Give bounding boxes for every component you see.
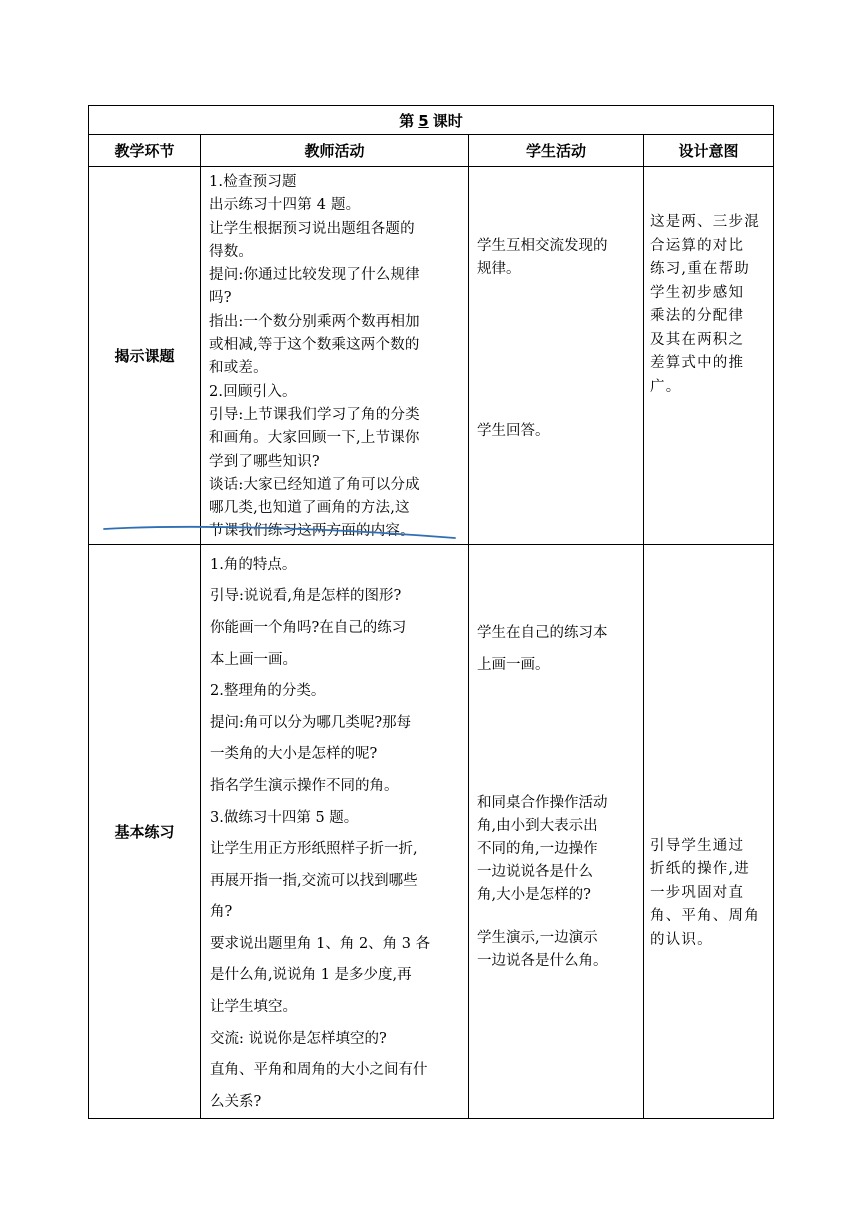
teacher-line: 引导:上节课我们学习了角的分类 <box>209 406 420 423</box>
design-line: 角、平角、周角 <box>650 908 760 925</box>
teacher-line: 提问:你通过比较发现了什么规律 <box>209 267 420 284</box>
header-stage: 教学环节 <box>89 135 201 167</box>
teacher-line: 让学生填空。 <box>210 999 297 1016</box>
design-line: 折纸的操作,进 <box>650 861 751 878</box>
teacher-line: 让学生用正方形纸照样子折一折, <box>210 841 418 858</box>
student-line: 规律。 <box>477 261 521 277</box>
design-intent-2 <box>644 544 774 1119</box>
student-note <box>477 235 639 281</box>
teacher-line: 再展开指一指,交流可以找到哪些 <box>210 872 418 889</box>
lesson-number: 5 <box>418 111 429 130</box>
lesson-title-prefix: 第 <box>399 111 415 130</box>
teacher-line: 直角、平角和周角的大小之间有什 <box>210 1062 428 1079</box>
student-note <box>477 617 639 681</box>
student-activity-2 <box>469 544 644 1119</box>
lesson-plan-table <box>88 105 774 1119</box>
lesson-title <box>89 106 774 135</box>
title-row <box>89 106 774 135</box>
design-line: 的认识。 <box>650 931 713 948</box>
teacher-line: 1.角的特点。 <box>210 556 297 573</box>
stage-reveal-topic: 揭示课题 <box>89 167 201 545</box>
teacher-line: 提问:角可以分为哪几类呢?那每 <box>210 714 412 731</box>
student-line: 角,由小到大表示出 <box>477 817 598 834</box>
stage-basic-practice: 基本练习 <box>89 544 201 1119</box>
student-line: 一边说各是什么角。 <box>477 952 608 969</box>
teacher-line: 得数。 <box>209 243 254 260</box>
student-line: 不同的角,一边操作 <box>477 840 598 857</box>
teacher-line: 吗? <box>209 290 232 307</box>
design-line: 差算式中的推 <box>650 355 745 371</box>
student-activity-1 <box>469 167 644 545</box>
teacher-line: 角? <box>210 904 233 921</box>
teacher-line: 引导:说说看,角是怎样的图形? <box>210 588 402 605</box>
section-row-2 <box>89 544 774 1119</box>
student-line: 上画一画。 <box>477 656 550 673</box>
student-line: 学生在自己的练习本 <box>477 624 608 641</box>
student-line: 角,大小是怎样的? <box>477 886 591 903</box>
teacher-line: 要求说出题里角 1、角 2、角 3 各 <box>210 935 431 952</box>
design-line: 一步巩固对直 <box>650 884 745 901</box>
teacher-line: 或相减,等于这个数乘这两个数的 <box>209 337 420 354</box>
teacher-line: 指名学生演示操作不同的角。 <box>210 777 399 794</box>
teacher-line: 谈话:大家已经知道了角可以分成 <box>209 476 420 493</box>
teacher-activity-1 <box>201 167 469 545</box>
teacher-line: 1.检查预习题 <box>209 174 297 190</box>
teacher-line: 一类角的大小是怎样的呢? <box>210 746 378 763</box>
header-student: 学生活动 <box>469 135 644 167</box>
design-line: 引导学生通过 <box>650 837 745 854</box>
student-note <box>477 420 639 443</box>
header-teacher: 教师活动 <box>201 135 469 167</box>
teacher-line: 让学生根据预习说出题组各题的 <box>209 220 415 237</box>
design-line: 合运算的对比 <box>650 237 745 254</box>
teacher-line: 本上画一画。 <box>210 651 297 668</box>
student-line: 学生演示,一边演示 <box>477 929 598 946</box>
design-line: 及其在两积之 <box>650 331 745 348</box>
student-line: 学生回答。 <box>477 423 550 439</box>
teacher-line: 你能画一个角吗?在自己的练习 <box>210 619 407 636</box>
student-note <box>477 792 639 907</box>
teacher-line: 3.做练习十四第 5 题。 <box>210 809 359 826</box>
teacher-line: 和或差。 <box>209 360 268 377</box>
design-line: 学生初步感知 <box>650 284 745 301</box>
student-line: 一边说说各是什么 <box>477 863 593 880</box>
teacher-line: 学到了哪些知识? <box>209 453 320 470</box>
design-intent-1 <box>644 167 774 545</box>
teacher-line: 交流: 说说你是怎样填空的? <box>210 1030 387 1047</box>
teacher-line: 节课我们练习这两方面的内容。 <box>209 523 415 540</box>
student-line: 学生互相交流发现的 <box>477 238 608 254</box>
design-line: 这是两、三步混 <box>650 214 760 230</box>
teacher-line: 指出:一个数分别乘两个数再相加 <box>209 313 420 330</box>
teacher-line: 2.回顾引入。 <box>209 383 297 400</box>
teacher-line: 是什么角,说说角 1 是多少度,再 <box>210 967 412 984</box>
header-row <box>89 135 774 167</box>
teacher-line: 和画角。大家回顾一下,上节课你 <box>209 430 420 447</box>
design-line: 乘法的分配律 <box>650 308 745 324</box>
lesson-title-suffix: 课时 <box>432 111 463 130</box>
teacher-line: 哪几类,也知道了画角的方法,这 <box>209 500 410 517</box>
teacher-line: 2.整理角的分类。 <box>210 683 326 700</box>
teacher-line: 么关系? <box>210 1093 262 1110</box>
design-line: 广。 <box>650 378 682 395</box>
design-line: 练习,重在帮助 <box>650 261 751 277</box>
student-line: 和同桌合作操作活动 <box>477 794 608 811</box>
section-row-1 <box>89 167 774 545</box>
student-note <box>477 927 639 973</box>
teacher-activity-2 <box>201 544 469 1119</box>
header-design: 设计意图 <box>644 135 774 167</box>
teacher-line: 出示练习十四第 4 题。 <box>209 197 361 214</box>
